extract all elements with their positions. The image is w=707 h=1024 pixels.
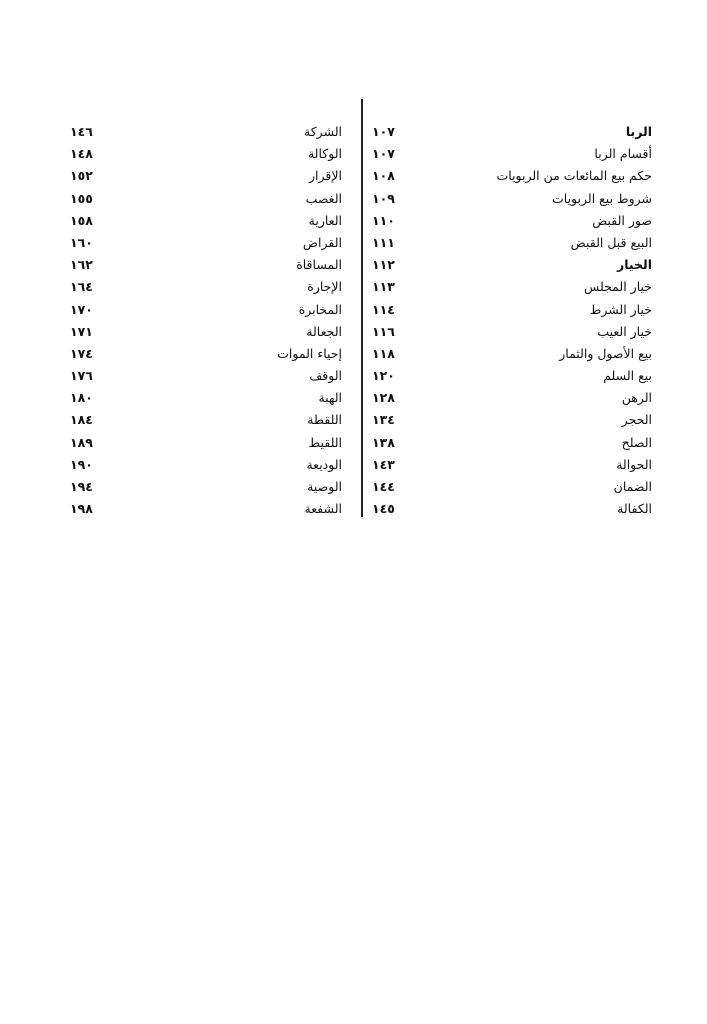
entry-title: بيع الأصول والثمار <box>559 345 652 361</box>
page-number: ١٢٨ <box>372 390 395 406</box>
index-entry <box>70 299 342 321</box>
entry-title: الوديعة <box>306 456 342 472</box>
page-number: ١٦٢ <box>70 257 93 273</box>
index-entry <box>70 232 342 254</box>
index-entry <box>70 210 342 232</box>
page-number: ١٥٢ <box>70 168 93 184</box>
entry-title: بيع السلم <box>603 368 652 384</box>
index-entry <box>372 454 652 476</box>
page-number: ١٢٠ <box>372 368 395 384</box>
index-entry <box>372 254 652 276</box>
entry-title: صور القبض <box>592 212 652 228</box>
entry-title: الحجر <box>621 412 652 428</box>
page-number: ١٩٤ <box>70 479 93 494</box>
entry-title: الغصب <box>305 190 342 206</box>
page-number: ١٥٨ <box>70 212 93 228</box>
page-number: ١٤٣ <box>372 456 395 472</box>
index-entry <box>70 143 342 165</box>
index-entry <box>70 409 342 431</box>
entry-title: الشركة <box>304 124 342 139</box>
index-entry <box>372 409 652 431</box>
entry-title: الصلح <box>621 434 652 450</box>
entry-title: اللقطة <box>307 412 342 428</box>
page-number: ١٧١ <box>70 323 93 339</box>
entry-title: الشفعة <box>304 501 342 517</box>
entry-title: إحياء الموات <box>277 345 342 361</box>
index-entry <box>372 188 652 210</box>
entry-title: خيار المجلس <box>584 279 652 295</box>
index-entry <box>70 432 342 454</box>
page-number: ١١٢ <box>372 257 395 273</box>
index-entry <box>70 454 342 476</box>
entry-title: الرهن <box>621 390 652 406</box>
page-number: ١١٦ <box>372 323 395 339</box>
entry-title: الكفالة <box>617 501 652 517</box>
index-entry <box>70 365 342 387</box>
page-number: ١١٤ <box>372 301 395 317</box>
index-entry <box>372 321 652 343</box>
index-entry <box>372 210 652 232</box>
page-number: ١٤٦ <box>70 124 93 139</box>
page-number: ١٤٨ <box>70 146 93 162</box>
page-number: ١١٨ <box>372 345 395 361</box>
index-entry <box>372 121 652 143</box>
index-entry <box>70 343 342 365</box>
index-entry <box>70 121 342 143</box>
page-number: ١١١ <box>372 234 395 250</box>
section-heading: الخيار <box>617 257 652 273</box>
page-number: ١١٣ <box>372 279 395 295</box>
index-entry <box>70 387 342 409</box>
page-number: ١٩٠ <box>70 456 93 472</box>
page-number: ١٦٠ <box>70 234 93 250</box>
page-number: ١١٠ <box>372 212 395 228</box>
page-number: ١٨٤ <box>70 412 93 428</box>
entry-title: الإجارة <box>307 279 342 295</box>
page-number: ١٤٤ <box>372 479 395 494</box>
page-number: ١٣٤ <box>372 412 395 428</box>
entry-title: الحوالة <box>616 456 652 472</box>
entry-title: الوكالة <box>307 146 342 162</box>
page-number: ١٠٨ <box>372 168 395 184</box>
entry-title: الضمان <box>613 479 652 494</box>
entry-title: أقسام الربا <box>594 146 652 162</box>
entry-title: الجعالة <box>306 323 342 339</box>
page-number: ١٧٤ <box>70 345 93 361</box>
index-entry <box>372 143 652 165</box>
index-entry <box>372 387 652 409</box>
entry-title: الهبة <box>318 390 342 406</box>
index-entry <box>372 365 652 387</box>
entry-title: المخابرة <box>298 301 342 317</box>
index-entry <box>372 498 652 520</box>
entry-title: العارية <box>308 212 342 228</box>
index-entry <box>372 432 652 454</box>
page-number: ١٩٨ <box>70 501 93 517</box>
page-number: ١٣٨ <box>372 434 395 450</box>
index-entry <box>372 476 652 498</box>
entry-title: خيار العيب <box>597 323 652 339</box>
page-number: ١٧٠ <box>70 301 93 317</box>
entry-title: القراض <box>302 234 342 250</box>
index-entry <box>372 276 652 298</box>
index-entry <box>70 165 342 187</box>
page-number: ١٠٩ <box>372 190 395 206</box>
entry-title: الوصية <box>307 479 342 494</box>
page-number: ١٠٧ <box>372 124 395 139</box>
index-entry <box>70 498 342 520</box>
column-divider <box>361 99 363 517</box>
page-number: ١٦٤ <box>70 279 93 295</box>
index-column-right <box>372 121 652 520</box>
entry-title: خيار الشرط <box>589 301 652 317</box>
entry-title: البيع قبل القبض <box>570 234 652 250</box>
entry-title: اللقيط <box>308 434 342 450</box>
page-number: ١٨٠ <box>70 390 93 406</box>
entry-title: حكم بيع المائعات من الربويات <box>496 168 652 184</box>
index-entry <box>372 343 652 365</box>
index-entry <box>372 299 652 321</box>
index-entry <box>372 232 652 254</box>
index-entry <box>70 276 342 298</box>
section-heading: الربا <box>625 124 652 139</box>
page-number: ١٥٥ <box>70 190 93 206</box>
index-entry <box>70 476 342 498</box>
entry-title: شروط بيع الربويات <box>552 190 652 206</box>
index-entry <box>70 321 342 343</box>
entry-title: الوقف <box>309 368 342 384</box>
page-number: ١٨٩ <box>70 434 93 450</box>
index-column-left <box>70 121 342 520</box>
page-number: ١٠٧ <box>372 146 395 162</box>
index-entry <box>372 165 652 187</box>
page-number: ١٤٥ <box>372 501 395 517</box>
page-number: ١٧٦ <box>70 368 93 384</box>
index-entry <box>70 188 342 210</box>
entry-title: الإقرار <box>309 168 342 184</box>
entry-title: المساقاة <box>296 257 342 273</box>
index-entry <box>70 254 342 276</box>
